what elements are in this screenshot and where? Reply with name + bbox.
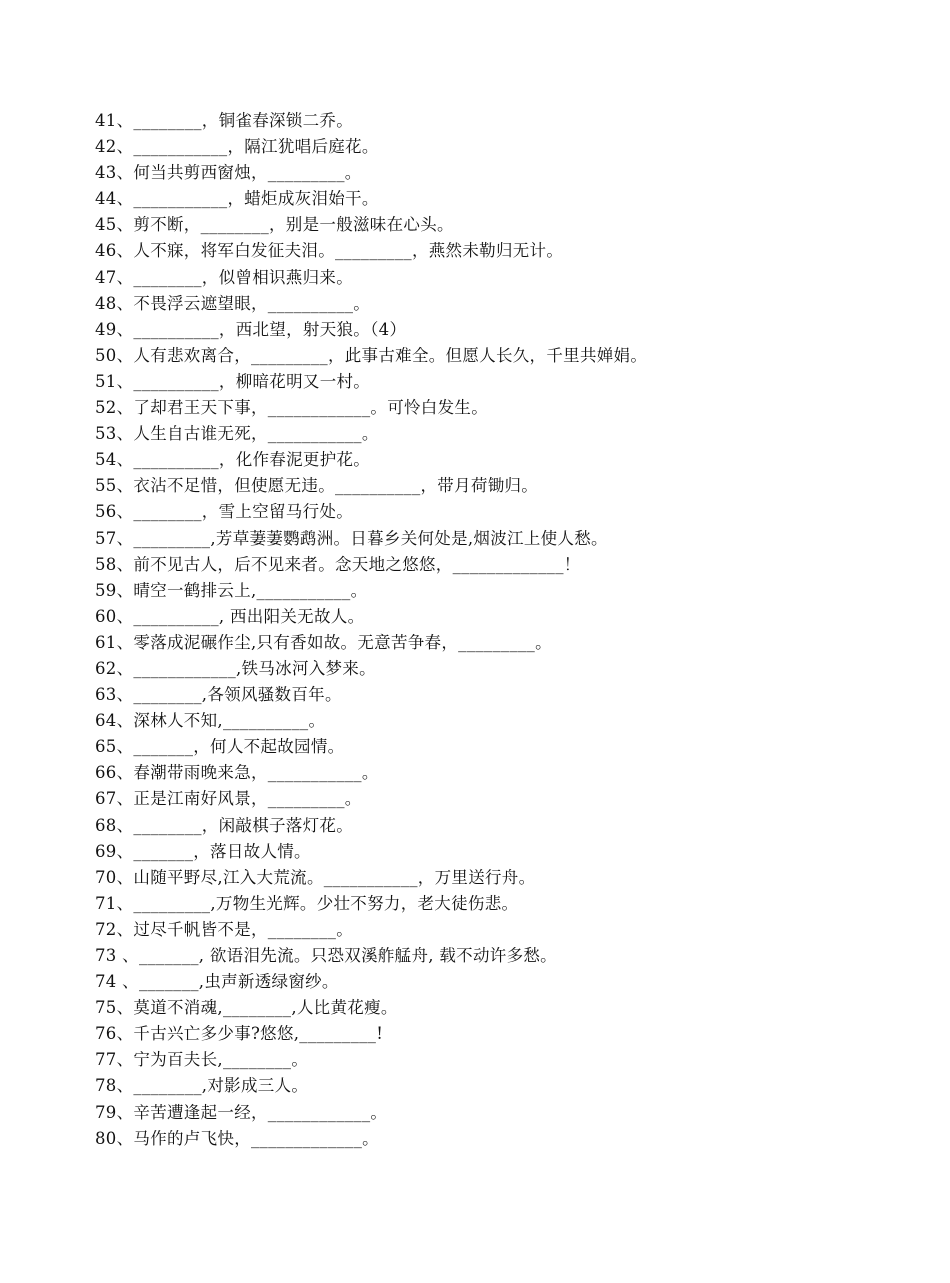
question-line: 45、剪不断，________，别是一般滋味在心头。 [95,215,454,235]
question-line: 52、了却君王天下事，____________。可怜白发生。 [95,398,488,418]
question-line: 59、晴空一鹤排云上,___________。 [95,580,368,600]
question-line: 70、山随平野尽,江入大荒流。___________，万里送行舟。 [95,867,536,887]
question-line: 44、___________，蜡炬成灰泪始干。 [95,189,379,209]
question-line: 73 、_______, 欲语泪先流。只恐双溪舴艋舟, 载不动许多愁。 [95,946,557,965]
question-line: 79、辛苦遭逢起一经，____________。 [95,1102,388,1122]
question-line: 62、____________,铁马冰河入梦来。 [95,658,376,678]
question-line: 71、_________,万物生光辉。少壮不努力，老大徒伤悲。 [95,893,519,913]
question-line: 51、__________，柳暗花明又一村。 [95,371,371,391]
question-line: 43、何当共剪西窗烛，_________。 [95,163,362,183]
question-line: 78、________,对影成三人。 [95,1076,309,1096]
question-line: 56、________，雪上空留马行处。 [95,502,353,522]
question-line: 58、前不见古人，后不见来者。念天地之悠悠，_____________！ [95,554,581,574]
question-line: 67、正是江南好风景，_________。 [95,789,362,809]
question-line: 55、衣沾不足惜，但使愿无违。__________，带月荷锄归。 [95,476,539,496]
question-line: 54、__________，化作春泥更护花。 [95,450,371,470]
question-line: 68、________，闲敲棋子落灯花。 [95,815,353,835]
question-line: 63、________,各领风骚数百年。 [95,685,342,705]
question-list [95,108,915,1152]
question-line: 53、人生自古谁无死，___________。 [95,424,379,444]
question-line: 65、_______，何人不起故园情。 [95,737,345,757]
question-line: 77、宁为百夫长,________。 [95,1050,309,1070]
question-line: 69、_______，落日故人情。 [95,841,311,861]
question-line: 64、深林人不知,__________。 [95,711,326,731]
question-line: 72、过尽千帆皆不是，________。 [95,919,353,939]
question-line: 61、零落成泥碾作尘,只有香如故。无意苦争春，_________。 [95,632,552,652]
question-line: 48、不畏浮云遮望眼，__________。 [95,293,371,313]
question-line: 47、________，似曾相识燕归来。 [95,267,353,287]
question-line: 49、__________，西北望，射天狼。（4） [95,319,407,339]
question-line: 50、人有悲欢离合，_________，此事古难全。但愿人长久，千里共婵娟。 [95,345,648,365]
question-line: 60、__________, 西出阳关无故人。 [95,606,365,626]
question-line: 80、马作的卢飞快，_____________。 [95,1128,379,1148]
question-line: 66、春潮带雨晚来急，___________。 [95,763,379,783]
question-line: 46、人不寐，将军白发征夫泪。_________，燕然未勒归无计。 [95,241,564,261]
question-line: 42、___________，隔江犹唱后庭花。 [95,137,379,157]
question-line: 74 、_______,虫声新透绿窗纱。 [95,972,339,992]
question-line: 57、_________,芳草萋萋鹦鹉洲。日暮乡关何处是,烟波江上使人愁。 [95,528,608,548]
question-line: 76、千古兴亡多少事?悠悠,_________! [95,1024,384,1044]
question-line: 75、莫道不消魂,________,人比黄花瘦。 [95,998,398,1018]
question-line: 41、________，铜雀春深锁二乔。 [95,111,353,130]
